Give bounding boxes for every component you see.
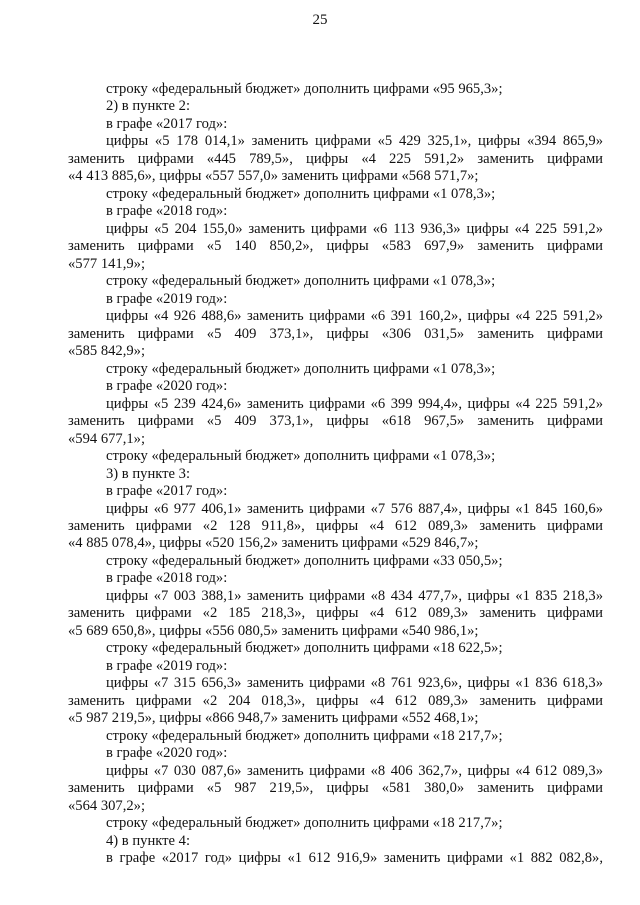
text-line: строку «федеральный бюджет» дополнить цифрами «18 217,7»; <box>106 727 503 744</box>
text-line: 2) в пункте 2: <box>106 98 191 115</box>
text-line: цифры «7 030 087,6» заменить цифрами «8 406 362,7», цифры «4 612 089,3» <box>106 762 603 779</box>
text-line: «594 677,1»; <box>68 430 146 447</box>
text-line: строку «федеральный бюджет» дополнить цифрами «1 078,3»; <box>106 360 496 377</box>
text-line: «4 413 885,6», цифры «557 557,0» заменить цифрами «568 571,7»; <box>68 168 479 185</box>
text-line: цифры «6 977 406,1» заменить цифрами «7 576 887,4», цифры «1 845 160,6» <box>106 500 603 517</box>
text-line: «577 141,9»; <box>68 255 146 272</box>
text-line: 4) в пункте 4: <box>106 832 191 849</box>
text-line: в графе «2017 год»: <box>106 115 228 132</box>
text-line: заменить цифрами «2 204 018,3», цифры «4 612 089,3» заменить цифрами <box>68 692 603 709</box>
text-line: заменить цифрами «5 409 373,1», цифры «306 031,5» заменить цифрами <box>68 325 603 342</box>
text-line: заменить цифрами «5 409 373,1», цифры «618 967,5» заменить цифрами <box>68 413 603 430</box>
text-line: строку «федеральный бюджет» дополнить цифрами «1 078,3»; <box>106 448 496 465</box>
text-line: «585 842,9»; <box>68 343 146 360</box>
text-line: в графе «2020 год»: <box>106 378 228 395</box>
text-line: заменить цифрами «5 140 850,2», цифры «583 697,9» заменить цифрами <box>68 238 603 255</box>
text-line: в графе «2018 год»: <box>106 203 228 220</box>
text-line: цифры «7 003 388,1» заменить цифрами «8 434 477,7», цифры «1 835 218,3» <box>106 587 603 604</box>
text-line: в графе «2017 год» цифры «1 612 916,9» заменить цифрами «1 882 082,8», <box>106 850 603 867</box>
text-line: «5 987 219,5», цифры «866 948,7» заменить цифрами «552 468,1»; <box>68 710 479 727</box>
text-line: заменить цифрами «445 789,5», цифры «4 225 591,2» заменить цифрами <box>68 150 603 167</box>
text-line: в графе «2017 год»: <box>106 483 228 500</box>
text-line: «564 307,2»; <box>68 797 146 814</box>
text-line: строку «федеральный бюджет» дополнить цифрами «18 622,5»; <box>106 640 503 657</box>
text-line: в графе «2019 год»: <box>106 657 228 674</box>
text-line: в графе «2019 год»: <box>106 290 228 307</box>
text-line: цифры «7 315 656,3» заменить цифрами «8 761 923,6», цифры «1 836 618,3» <box>106 675 603 692</box>
page-number: 25 <box>312 12 328 28</box>
text-line: цифры «5 204 155,0» заменить цифрами «6 113 936,3» цифры «4 225 591,2» <box>106 220 603 237</box>
text-line: «4 885 078,4», цифры «520 156,2» заменить цифрами «529 846,7»; <box>68 535 479 552</box>
text-line: в графе «2020 год»: <box>106 745 228 762</box>
text-line: строку «федеральный бюджет» дополнить цифрами «1 078,3»; <box>106 185 496 202</box>
text-line: цифры «4 926 488,6» заменить цифрами «6 391 160,2», цифры «4 225 591,2» <box>106 308 603 325</box>
text-line: цифры «5 239 424,6» заменить цифрами «6 399 994,4», цифры «4 225 591,2» <box>106 395 603 412</box>
text-line: строку «федеральный бюджет» дополнить цифрами «95 965,3»; <box>106 81 503 97</box>
text-line: 3) в пункте 3: <box>106 465 191 482</box>
text-line: «5 689 650,8», цифры «556 080,5» заменить цифрами «540 986,1»; <box>68 622 479 639</box>
text-line: строку «федеральный бюджет» дополнить цифрами «18 217,7»; <box>106 815 503 832</box>
text-line: заменить цифрами «2 128 911,8», цифры «4 612 089,3» заменить цифрами <box>68 518 603 534</box>
text-line: в графе «2018 год»: <box>106 570 228 587</box>
text-line: заменить цифрами «2 185 218,3», цифры «4 612 089,3» заменить цифрами <box>68 605 603 622</box>
text-line: строку «федеральный бюджет» дополнить цифрами «1 078,3»; <box>106 273 496 290</box>
text-line: цифры «5 178 014,1» заменить цифрами «5 429 325,1», цифры «394 865,9» <box>106 133 603 150</box>
text-line: заменить цифрами «5 987 219,5», цифры «581 380,0» заменить цифрами <box>68 780 603 797</box>
text-line: строку «федеральный бюджет» дополнить цифрами «33 050,5»; <box>106 552 503 569</box>
